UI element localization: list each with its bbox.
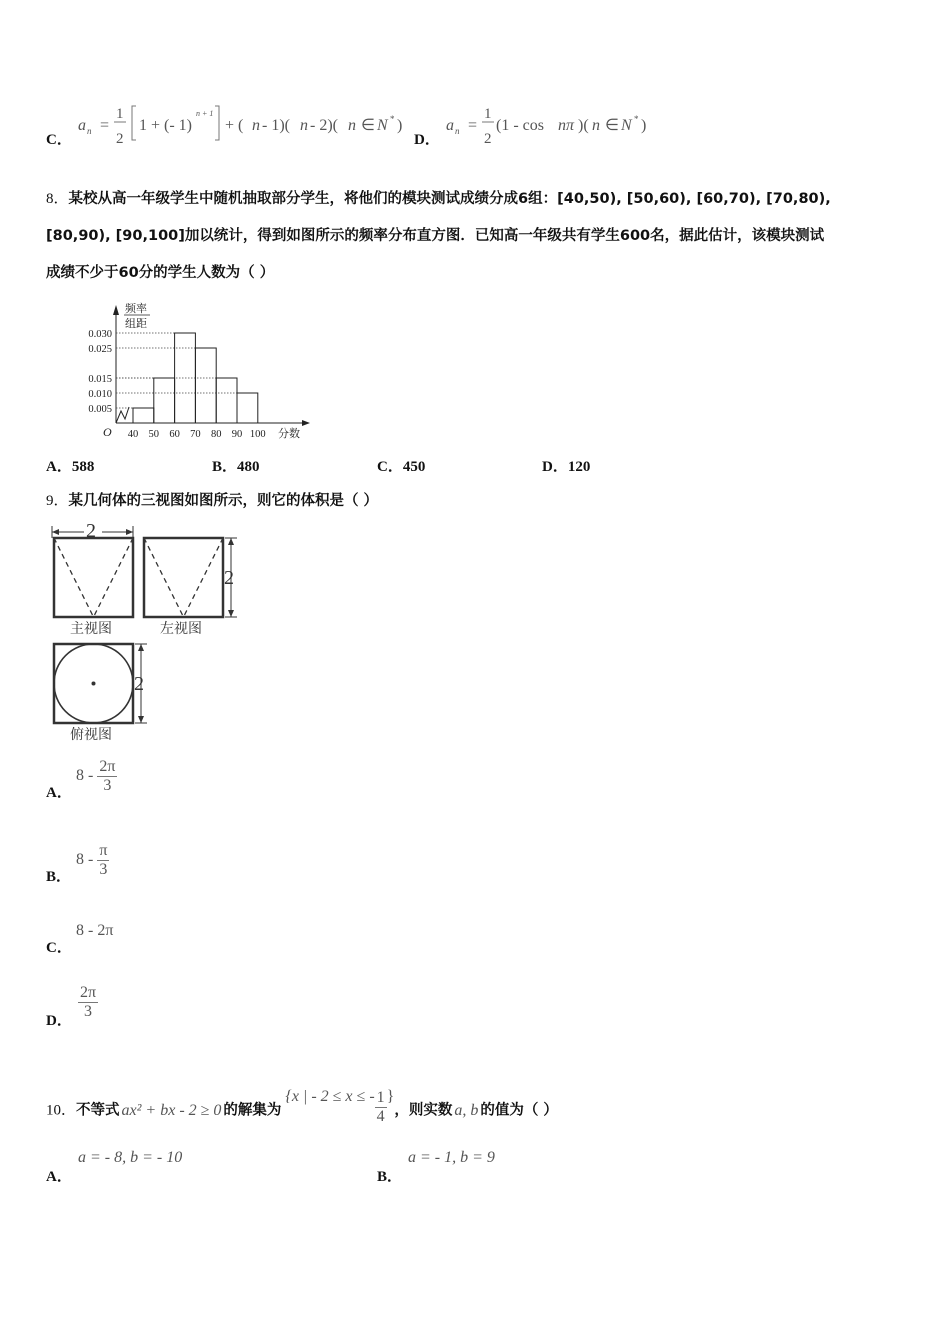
svg-text:1: 1 [116,106,124,122]
q10-t4: 的值为（ ） [480,1102,558,1119]
x-tick-label: 70 [190,429,201,440]
y-tick-label: 0.030 [88,329,112,340]
side-view [144,538,237,637]
q8-line1 [46,187,831,208]
q9-option-d-den: 3 [84,1003,93,1020]
q10-set-num: 1 [376,1089,385,1106]
axis-break-icon [116,407,129,423]
svg-text:n: n [252,117,260,134]
q8-option-d-label: D． [542,459,568,475]
q8-option-c-text: 450 [402,459,426,475]
q9-option-c-label[interactable]: C． [46,940,72,956]
q8-option-a-text: 588 [71,459,95,475]
svg-text:N: N [621,117,632,134]
q8-number: 8． [46,191,69,207]
q10-vars: a, b [454,1101,479,1119]
front-view-label: 主视图 [70,622,112,637]
histogram-bar-5 [216,378,237,423]
histogram-bar-1 [133,408,154,423]
q10-question [46,1087,558,1129]
q8-line1-text: 某校从高一年级学生中随机抽取部分学生，将他们的模块测试成绩分成6组：[40,50), [50,60), [60,70), [70,80), [68,191,831,207]
x-tick-label: 60 [169,429,180,440]
x-tick-label: 80 [210,429,222,440]
svg-text:=: = [100,117,110,134]
q9-option-a-label[interactable]: A． [46,785,72,801]
q10-option-b-label[interactable]: B． [377,1169,403,1185]
side-dim-label: 2 [224,567,234,589]
ylabel-bottom: 组距 [125,318,147,330]
y-tick-label: 0.015 [88,374,112,385]
svg-text:∈: ∈ [605,117,619,134]
q7-option-d-formula [440,100,670,150]
origin-label: O [103,425,112,439]
side-view-label: 左视图 [160,622,202,637]
svg-text:*: * [390,114,395,124]
q9-option-b-pre: 8 - [76,851,94,869]
q10-t2: 的解集为 [223,1102,282,1119]
q8-option-d[interactable] [542,455,590,476]
q9-option-d-num: 2π [80,984,97,1001]
ylabel-top: 频率 [125,303,147,315]
q8-option-a-label: A． [46,459,72,475]
y-axis-arrow-icon [113,305,119,315]
svg-text:n: n [592,117,600,134]
x-tick-label: 40 [127,429,139,440]
front-dim-label: 2 [86,520,96,542]
svg-text:2: 2 [116,131,124,147]
q9-text: 某几何体的三视图如图所示，则它的体积是（ ） [68,493,379,509]
histogram-bar-4 [195,348,216,423]
svg-text:n: n [87,126,92,136]
q9-option-a-pre: 8 - [76,767,94,785]
svg-text:n + 1: n + 1 [196,109,214,118]
q7-option-d-label[interactable]: D． [414,132,440,148]
y-tick-label: 0.005 [88,404,112,415]
svg-text:- 2)(: - 2)( [310,117,338,134]
q10-option-a-text: a = - 8, b = - 10 [78,1149,183,1166]
q8-line3: 成绩不少于60分的学生人数为（ ） [46,265,275,281]
q9-option-a-den: 3 [103,777,112,794]
svg-text:+ (: + ( [225,117,244,134]
svg-text:(1 - cos: (1 - cos [496,117,544,134]
q8-option-b[interactable] [212,455,260,476]
x-axis-arrow-icon [302,420,310,426]
q9-option-d-label[interactable]: D． [46,1013,72,1029]
q9-option-a-expr [76,758,117,795]
svg-text:nπ: nπ [558,117,575,134]
q8-option-b-label: B． [212,459,238,475]
q10-set-pre: {x | - 2 ≤ x ≤ - [285,1087,375,1105]
svg-text:=: = [468,117,478,134]
svg-text:∈: ∈ [361,117,375,134]
svg-text:n: n [300,117,308,134]
svg-text:): ) [397,117,403,134]
q10-option-a-label[interactable]: A． [46,1169,72,1185]
q7-option-c-formula [72,100,417,150]
q9-option-b-expr [76,842,109,879]
q8-option-b-text: 480 [237,459,260,475]
top-view-label: 俯视图 [70,728,112,743]
front-view [52,520,133,637]
frequency-histogram [70,295,320,445]
histogram-bar-6 [237,393,258,423]
svg-text:1 + (- 1): 1 + (- 1) [139,117,193,134]
histogram-bar-2 [154,378,175,423]
y-tick-label: 0.025 [88,344,112,355]
top-view [54,644,147,743]
top-dim-label: 2 [134,673,144,695]
q9-option-d-expr [78,984,98,1021]
q8-line2: [80,90), [90,100]加以统计，得到如图所示的频率分布直方图．已知高一年级共有学生600名，据此估计，该模块测试 [46,228,825,244]
svg-text:2: 2 [484,131,492,147]
svg-text:1: 1 [484,106,492,122]
q10-set-den: 4 [376,1108,385,1125]
xlabel: 分数 [278,428,300,440]
svg-text:a: a [446,117,454,134]
q10-inequality: ax² + bx - 2 ≥ 0 [121,1101,222,1119]
svg-text:a: a [78,117,86,134]
svg-text:N: N [377,117,388,134]
q8-option-d-text: 120 [567,459,591,475]
q9-option-b-num: π [99,842,108,859]
q9-question [46,489,378,510]
q9-option-b-label[interactable]: B． [46,869,72,885]
svg-text:- 1)(: - 1)( [262,117,290,134]
q7-option-c-label[interactable]: C． [46,132,72,148]
q8-option-c-label: C． [377,459,403,475]
y-tick-label: 0.010 [88,389,112,400]
q9-number: 9． [46,493,69,509]
q9-option-a-num: 2π [99,758,116,775]
x-tick-label: 90 [231,429,243,440]
q10-t3: ，则实数 [394,1102,453,1119]
svg-text:n: n [455,126,460,136]
q10-set-post: } [386,1087,395,1105]
q9-option-c-expr: 8 - 2π [76,922,114,939]
x-tick-label: 100 [249,429,266,440]
q10-t1: 不等式 [76,1102,120,1119]
q9-option-b-den: 3 [99,861,108,878]
x-tick-label: 50 [148,429,160,440]
svg-text:n: n [348,117,356,134]
q10-number: 10． [46,1102,77,1119]
svg-text:*: * [634,114,639,124]
svg-text:)(: )( [578,117,589,134]
q8-option-a[interactable] [46,455,94,476]
q8-option-c[interactable] [377,455,425,476]
three-view-diagram [44,518,244,746]
svg-text:): ) [641,117,647,134]
q10-option-b-text: a = - 1, b = 9 [408,1149,495,1166]
